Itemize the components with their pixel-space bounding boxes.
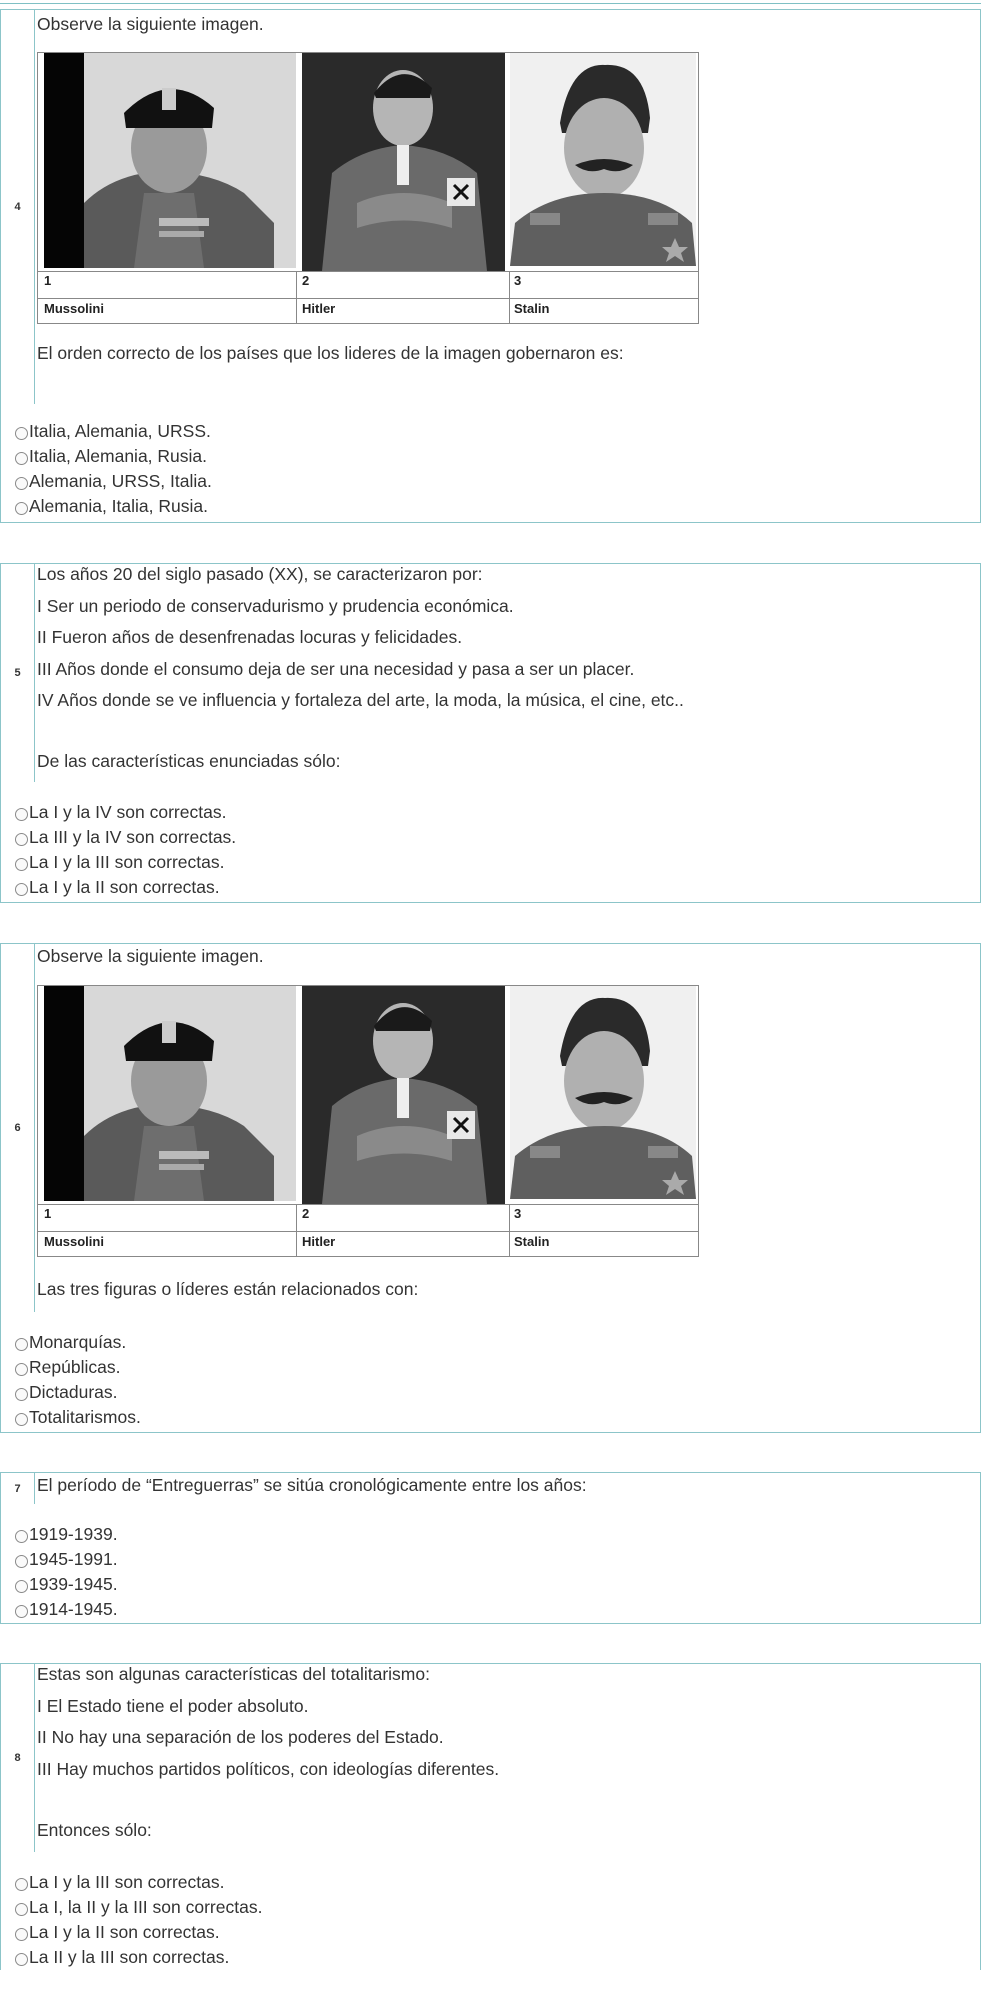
radio-icon[interactable]: [15, 883, 28, 896]
figure-name-hitler: Hitler: [302, 1234, 336, 1249]
radio-icon[interactable]: [15, 1605, 28, 1618]
figure-number-1: 1: [44, 273, 52, 288]
question-4-header: [0, 9, 981, 405]
radio-icon[interactable]: [15, 1903, 28, 1916]
question-number: 4: [1, 10, 35, 404]
option-d[interactable]: La II y la III son correctas.: [15, 1947, 229, 1968]
figure-divider: [509, 1204, 510, 1257]
photo-hitler: [302, 53, 505, 271]
question-6-header: [0, 943, 981, 1313]
option-c[interactable]: La I y la III son correctas.: [15, 852, 225, 873]
option-d[interactable]: La I y la II son correctas.: [15, 877, 220, 898]
option-d[interactable]: Totalitarismos.: [15, 1407, 141, 1428]
leaders-figure: [37, 52, 699, 324]
question-line: IV Años donde se ve influencia y fortaleza del arte, la moda, la música, el cine, etc..: [37, 690, 684, 710]
figure-name-mussolini: Mussolini: [44, 1234, 104, 1249]
option-b[interactable]: La I, la II y la III son correctas.: [15, 1897, 262, 1918]
option-c[interactable]: 1939-1945.: [15, 1574, 118, 1595]
radio-icon[interactable]: [15, 1388, 28, 1401]
question-prompt: Las tres figuras o líderes están relacionados con:: [37, 1279, 419, 1299]
radio-icon[interactable]: [15, 1363, 28, 1376]
radio-icon[interactable]: [15, 452, 28, 465]
question-intro: Observe la siguiente imagen.: [37, 14, 264, 34]
figure-divider: [38, 1204, 698, 1205]
option-b[interactable]: Italia, Alemania, Rusia.: [15, 446, 207, 467]
radio-icon[interactable]: [15, 833, 28, 846]
option-d[interactable]: 1914-1945.: [15, 1599, 118, 1620]
radio-icon[interactable]: [15, 477, 28, 490]
question-number: 7: [1, 1473, 35, 1504]
radio-icon[interactable]: [15, 1413, 28, 1426]
question-line: II No hay una separación de los poderes del Estado.: [37, 1727, 444, 1747]
option-d[interactable]: Alemania, Italia, Rusia.: [15, 496, 208, 517]
question-line: III Hay muchos partidos políticos, con ideologías diferentes.: [37, 1759, 500, 1779]
photo-mussolini: [44, 53, 296, 268]
photo-stalin: [510, 986, 696, 1199]
figure-name-hitler: Hitler: [302, 301, 336, 316]
option-b[interactable]: Repúblicas.: [15, 1357, 120, 1378]
figure-number-3: 3: [514, 1206, 522, 1221]
question-prompt: De las características enunciadas sólo:: [37, 751, 341, 771]
figure-number-2: 2: [302, 273, 310, 288]
figure-divider: [38, 298, 698, 299]
photo-mussolini: [44, 986, 296, 1201]
radio-icon[interactable]: [15, 1530, 28, 1543]
question-intro: Observe la siguiente imagen.: [37, 946, 264, 966]
question-prompt: Entonces sólo:: [37, 1820, 152, 1840]
figure-name-stalin: Stalin: [514, 1234, 550, 1249]
question-prompt: El orden correcto de los países que los lideres de la imagen gobernaron es:: [37, 343, 624, 363]
radio-icon[interactable]: [15, 1953, 28, 1966]
question-8-header: [0, 1663, 981, 1853]
question-5-options: [0, 782, 981, 903]
question-number: 8: [1, 1664, 35, 1852]
option-c[interactable]: Alemania, URSS, Italia.: [15, 471, 212, 492]
option-a[interactable]: Italia, Alemania, URSS.: [15, 421, 211, 442]
option-a[interactable]: La I y la III son correctas.: [15, 1872, 225, 1893]
option-a[interactable]: Monarquías.: [15, 1332, 126, 1353]
question-number: 6: [1, 944, 35, 1312]
figure-number-1: 1: [44, 1206, 52, 1221]
radio-icon[interactable]: [15, 502, 28, 515]
radio-icon[interactable]: [15, 1338, 28, 1351]
radio-icon[interactable]: [15, 1878, 28, 1891]
option-b[interactable]: 1945-1991.: [15, 1549, 118, 1570]
question-line: III Años donde el consumo deja de ser una necesidad y pasa a ser un placer.: [37, 659, 635, 679]
radio-icon[interactable]: [15, 427, 28, 440]
question-line: Estas son algunas características del totalitarismo:: [37, 1664, 430, 1684]
radio-icon[interactable]: [15, 858, 28, 871]
question-line: I El Estado tiene el poder absoluto.: [37, 1696, 309, 1716]
option-a[interactable]: La I y la IV son correctas.: [15, 802, 226, 823]
radio-icon[interactable]: [15, 808, 28, 821]
question-7-options: [0, 1504, 981, 1624]
question-line: II Fueron años de desenfrenadas locuras y felicidades.: [37, 627, 463, 647]
figure-name-stalin: Stalin: [514, 301, 550, 316]
option-b[interactable]: La III y la IV son correctas.: [15, 827, 236, 848]
top-divider: [0, 3, 981, 4]
figure-divider: [38, 271, 698, 272]
figure-divider: [38, 1231, 698, 1232]
figure-number-2: 2: [302, 1206, 310, 1221]
option-c[interactable]: Dictaduras.: [15, 1382, 118, 1403]
question-prompt: El período de “Entreguerras” se sitúa cronológicamente entre los años:: [37, 1475, 587, 1495]
photo-stalin: [510, 53, 696, 266]
question-7-header: [0, 1472, 981, 1505]
radio-icon[interactable]: [15, 1555, 28, 1568]
option-c[interactable]: La I y la II son correctas.: [15, 1922, 220, 1943]
radio-icon[interactable]: [15, 1580, 28, 1593]
figure-name-mussolini: Mussolini: [44, 301, 104, 316]
question-line: Los años 20 del siglo pasado (XX), se caracterizaron por:: [37, 564, 483, 584]
leaders-figure: [37, 985, 699, 1257]
radio-icon[interactable]: [15, 1928, 28, 1941]
question-6-options: [0, 1312, 981, 1433]
photo-hitler: [302, 986, 505, 1204]
question-8-options: [0, 1852, 981, 1970]
option-a[interactable]: 1919-1939.: [15, 1524, 118, 1545]
question-4-options: [0, 404, 981, 523]
question-5-header: [0, 563, 981, 783]
question-number: 5: [1, 564, 35, 782]
question-line: I Ser un periodo de conservadurismo y prudencia económica.: [37, 596, 514, 616]
figure-divider: [509, 271, 510, 324]
figure-divider: [296, 271, 297, 324]
figure-number-3: 3: [514, 273, 522, 288]
figure-divider: [296, 1204, 297, 1257]
